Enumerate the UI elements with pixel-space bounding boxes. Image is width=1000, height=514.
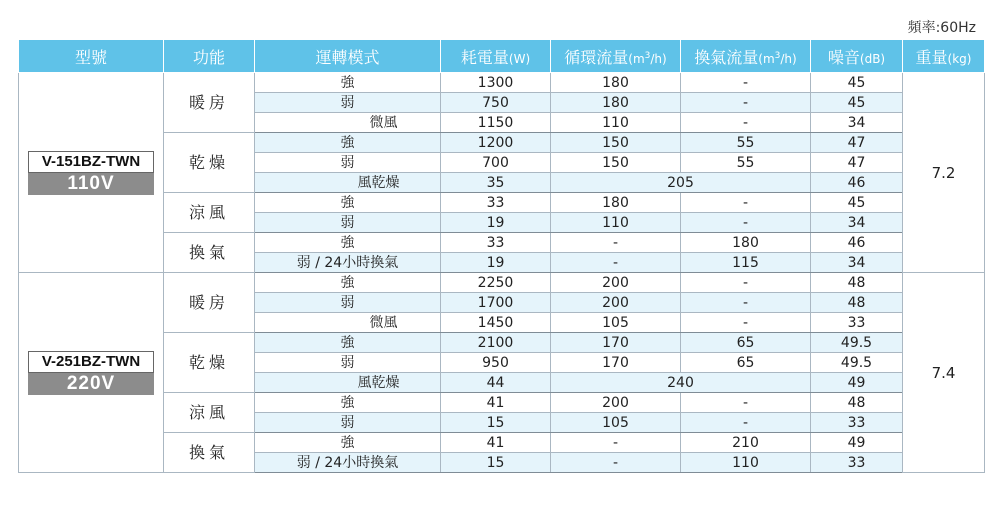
mode-cell: 強 xyxy=(255,73,441,93)
circulation-cell: 150 xyxy=(551,153,681,173)
table-row xyxy=(19,233,985,253)
spec-table-body xyxy=(19,73,985,473)
frequency-label: 頻率:60Hz xyxy=(907,20,976,36)
header-row xyxy=(19,40,985,73)
power-cell: 750 xyxy=(441,93,551,113)
power-cell: 15 xyxy=(441,453,551,473)
noise-cell: 49.5 xyxy=(811,333,903,353)
noise-cell: 45 xyxy=(811,93,903,113)
mode-cell: 弱 / 24小時換氣 xyxy=(255,253,441,273)
ventilation-cell: - xyxy=(681,393,811,413)
circulation-cell: 180 xyxy=(551,193,681,213)
model-name: V-251BZ-TWN xyxy=(28,351,154,373)
function-cell: 涼風 xyxy=(164,193,255,233)
mode-cell: 強 xyxy=(255,433,441,453)
noise-cell: 46 xyxy=(811,173,903,193)
noise-cell: 34 xyxy=(811,213,903,233)
power-cell: 1200 xyxy=(441,133,551,153)
ventilation-cell: 55 xyxy=(681,153,811,173)
merged-flow-cell: 205 xyxy=(551,173,811,193)
mode-cell: 強 xyxy=(255,133,441,153)
header-circulation: 循環流量$(m^3/h)$ xyxy=(551,40,681,73)
noise-cell: 48 xyxy=(811,393,903,413)
noise-cell: 33 xyxy=(811,413,903,433)
function-cell: 換氣 xyxy=(164,433,255,473)
noise-cell: 34 xyxy=(811,113,903,133)
mode-cell: 風乾燥 xyxy=(255,173,441,193)
circulation-cell: 200 xyxy=(551,393,681,413)
circulation-cell: - xyxy=(551,453,681,473)
ventilation-cell: 65 xyxy=(681,353,811,373)
header-mode: 運轉模式 xyxy=(255,40,441,73)
power-cell: 35 xyxy=(441,173,551,193)
ventilation-cell: - xyxy=(681,93,811,113)
circulation-cell: 170 xyxy=(551,333,681,353)
model-cell xyxy=(19,273,164,473)
merged-flow-cell: 240 xyxy=(551,373,811,393)
ventilation-cell: - xyxy=(681,73,811,93)
header-noise: 噪音(dB) xyxy=(811,40,903,73)
weight-cell: 7.2 xyxy=(903,73,985,273)
mode-cell: 弱 xyxy=(255,153,441,173)
circulation-cell: 105 xyxy=(551,313,681,333)
power-cell: 44 xyxy=(441,373,551,393)
power-cell: 1300 xyxy=(441,73,551,93)
mode-cell: 弱 xyxy=(255,413,441,433)
power-cell: 41 xyxy=(441,393,551,413)
power-cell: 2250 xyxy=(441,273,551,293)
noise-cell: 47 xyxy=(811,153,903,173)
mode-cell: 弱 xyxy=(255,353,441,373)
circulation-cell: 200 xyxy=(551,273,681,293)
noise-cell: 48 xyxy=(811,273,903,293)
noise-cell: 34 xyxy=(811,253,903,273)
header-ventilation: 換氣流量$(m^3/h)$ xyxy=(681,40,811,73)
ventilation-cell: - xyxy=(681,313,811,333)
power-cell: 700 xyxy=(441,153,551,173)
ventilation-cell: - xyxy=(681,413,811,433)
mode-cell: 風乾燥 xyxy=(255,373,441,393)
noise-cell: 49 xyxy=(811,373,903,393)
power-cell: 1450 xyxy=(441,313,551,333)
circulation-cell: 110 xyxy=(551,213,681,233)
function-cell: 乾燥 xyxy=(164,333,255,393)
function-cell: 暖房 xyxy=(164,73,255,133)
table-row xyxy=(19,393,985,413)
power-cell: 2100 xyxy=(441,333,551,353)
spec-table xyxy=(18,39,985,473)
circulation-cell: 105 xyxy=(551,413,681,433)
power-cell: 15 xyxy=(441,413,551,433)
power-cell: 33 xyxy=(441,233,551,253)
header-power: 耗電量(W) xyxy=(441,40,551,73)
noise-cell: 48 xyxy=(811,293,903,313)
ventilation-cell: - xyxy=(681,293,811,313)
mode-cell: 強 xyxy=(255,393,441,413)
circulation-cell: 110 xyxy=(551,113,681,133)
noise-cell: 46 xyxy=(811,233,903,253)
noise-cell: 33 xyxy=(811,453,903,473)
circulation-cell: 180 xyxy=(551,93,681,113)
table-row xyxy=(19,273,985,293)
power-cell: 19 xyxy=(441,253,551,273)
mode-cell: 強 xyxy=(255,333,441,353)
table-row xyxy=(19,433,985,453)
ventilation-cell: - xyxy=(681,113,811,133)
noise-cell: 45 xyxy=(811,193,903,213)
table-row xyxy=(19,193,985,213)
ventilation-cell: - xyxy=(681,273,811,293)
voltage-badge: 110V xyxy=(28,173,154,195)
mode-cell: 微風 xyxy=(255,113,441,133)
power-cell: 41 xyxy=(441,433,551,453)
ventilation-cell: 180 xyxy=(681,233,811,253)
mode-cell: 弱 xyxy=(255,93,441,113)
function-cell: 乾燥 xyxy=(164,133,255,193)
power-cell: 33 xyxy=(441,193,551,213)
mode-cell: 強 xyxy=(255,233,441,253)
noise-cell: 45 xyxy=(811,73,903,93)
circulation-cell: 180 xyxy=(551,73,681,93)
noise-cell: 49.5 xyxy=(811,353,903,373)
header-weight: 重量(kg) xyxy=(903,40,985,73)
power-cell: 1700 xyxy=(441,293,551,313)
ventilation-cell: 210 xyxy=(681,433,811,453)
noise-cell: 49 xyxy=(811,433,903,453)
circulation-cell: - xyxy=(551,233,681,253)
circulation-cell: 170 xyxy=(551,353,681,373)
noise-cell: 33 xyxy=(811,313,903,333)
model-name: V-151BZ-TWN xyxy=(28,151,154,173)
ventilation-cell: - xyxy=(681,213,811,233)
function-cell: 涼風 xyxy=(164,393,255,433)
header-model: 型號 xyxy=(19,40,164,73)
function-cell: 換氣 xyxy=(164,233,255,273)
noise-cell: 47 xyxy=(811,133,903,153)
header-function: 功能 xyxy=(164,40,255,73)
power-cell: 1150 xyxy=(441,113,551,133)
mode-cell: 強 xyxy=(255,193,441,213)
circulation-cell: - xyxy=(551,433,681,453)
voltage-badge: 220V xyxy=(28,373,154,395)
ventilation-cell: - xyxy=(681,193,811,213)
mode-cell: 微風 xyxy=(255,313,441,333)
power-cell: 950 xyxy=(441,353,551,373)
function-cell: 暖房 xyxy=(164,273,255,333)
mode-cell: 弱 xyxy=(255,213,441,233)
table-row xyxy=(19,133,985,153)
ventilation-cell: 55 xyxy=(681,133,811,153)
circulation-cell: 200 xyxy=(551,293,681,313)
mode-cell: 弱 xyxy=(255,293,441,313)
table-row xyxy=(19,333,985,353)
power-cell: 19 xyxy=(441,213,551,233)
model-cell xyxy=(19,73,164,273)
mode-cell: 強 xyxy=(255,273,441,293)
circulation-cell: 150 xyxy=(551,133,681,153)
circulation-cell: - xyxy=(551,253,681,273)
mode-cell: 弱 / 24小時換氣 xyxy=(255,453,441,473)
ventilation-cell: 110 xyxy=(681,453,811,473)
table-row xyxy=(19,73,985,93)
ventilation-cell: 65 xyxy=(681,333,811,353)
ventilation-cell: 115 xyxy=(681,253,811,273)
weight-cell: 7.4 xyxy=(903,273,985,473)
